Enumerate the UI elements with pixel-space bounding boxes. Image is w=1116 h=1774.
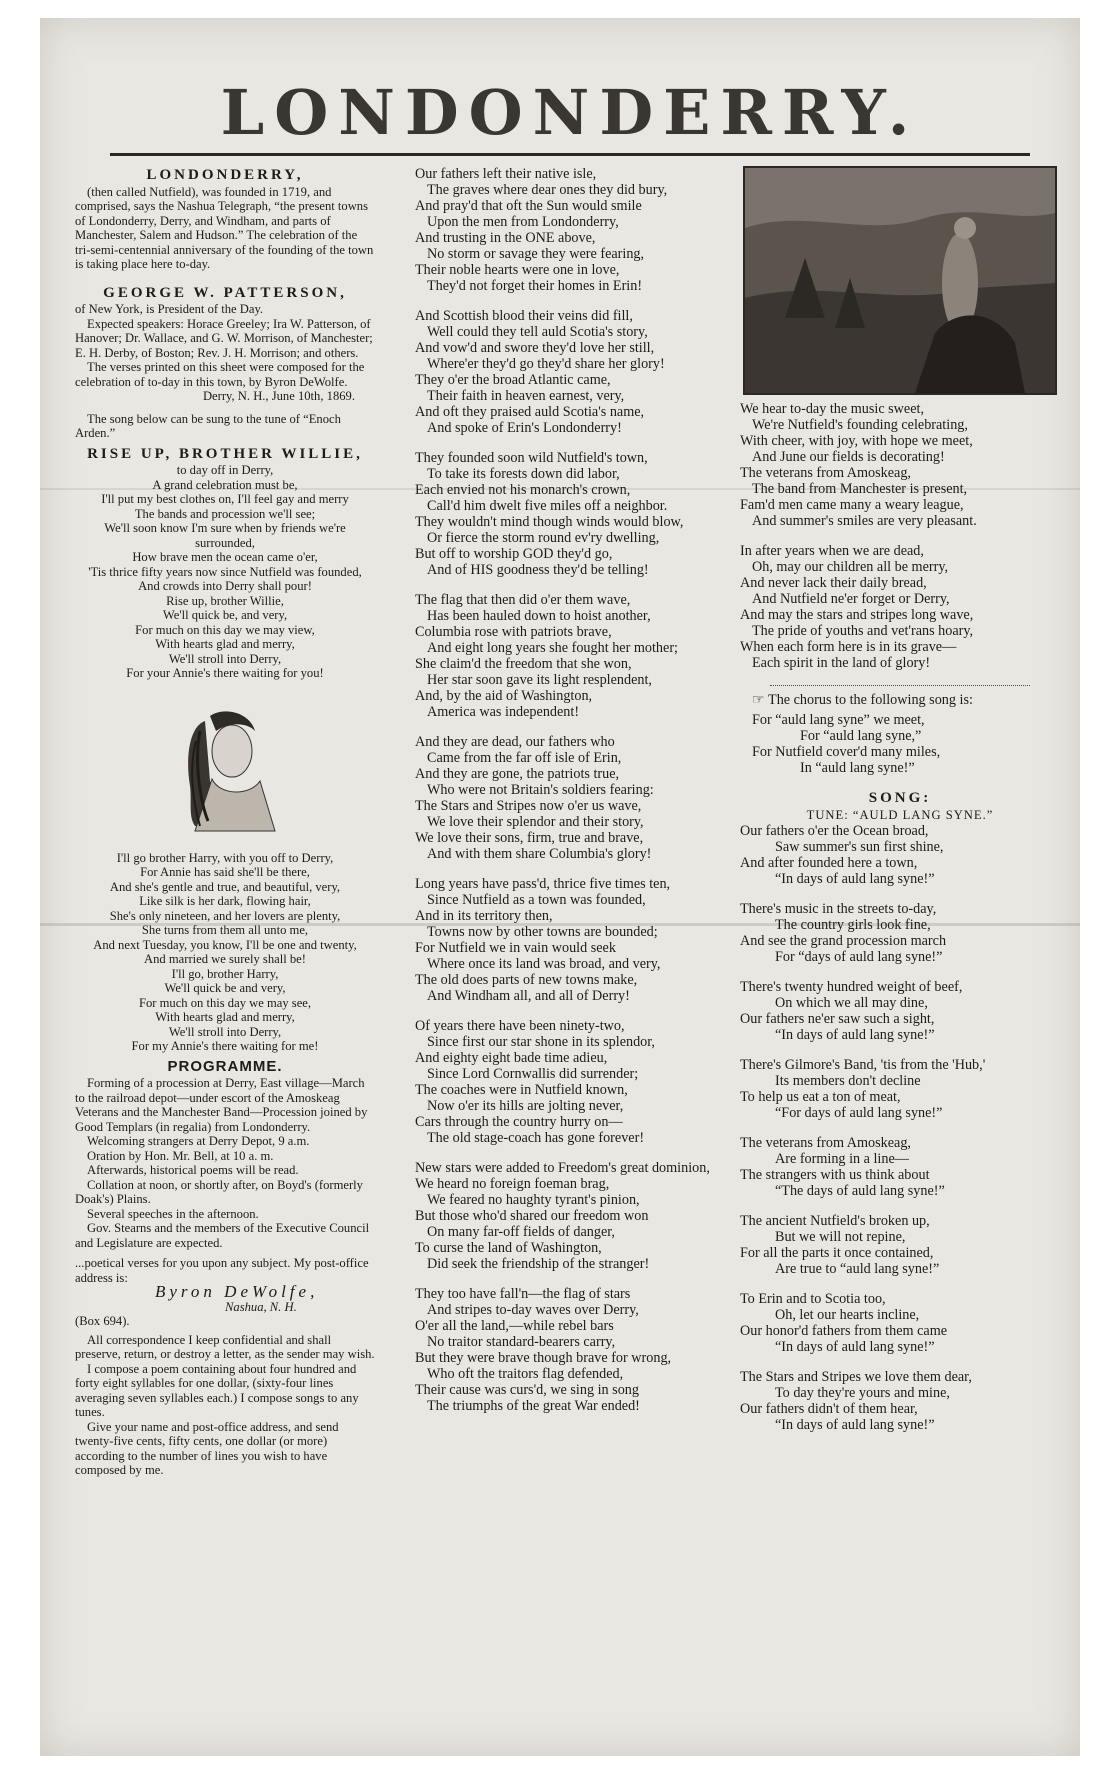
president-name: GEORGE W. PATTERSON,: [103, 284, 347, 301]
verse-line: The bands and procession we'll see;: [134, 506, 316, 521]
verse-line: I'll go brother Harry, with you off to Derry,: [116, 850, 334, 865]
programme-heading: PROGRAMME.: [167, 1057, 283, 1075]
verse-line: They'd not forget their homes in Erin!: [427, 278, 643, 294]
column-middle: [415, 166, 720, 1414]
verse-line: For “auld lang syne,”: [800, 728, 922, 744]
engraving-landscape: [743, 166, 1057, 395]
verse-line: No traitor standard-bearers carry,: [427, 1334, 616, 1350]
verse-line: The Stars and Stripes now o'er us wave,: [415, 798, 642, 814]
ad-paragraph: Give your name and post-office address, and send twenty-five cents, fifty cents, one dollar (or more) according to the number of lines you wish to have composed by me.: [75, 1419, 339, 1477]
programme-item: Afterwards, historical poems will be read.: [87, 1163, 299, 1177]
verse-line: In “auld lang syne!”: [800, 760, 915, 776]
verse-line: We'll quick be and very,: [164, 981, 286, 995]
verse-line: And they are gone, the patriots true,: [415, 766, 620, 782]
verse-line: Who were not Britain's soldiers fearing:: [427, 782, 654, 798]
verse-line: For all the parts it once contained,: [740, 1244, 934, 1261]
verse-line: Columbia rose with patriots brave,: [415, 624, 612, 640]
verse-line: For much on this day we may see,: [138, 995, 312, 1010]
verse-line: The pride of youths and vet'rans hoary,: [752, 623, 974, 639]
pointing-hand-icon: ☞: [752, 692, 765, 708]
verse-line: Towns now by other towns are bounded;: [427, 924, 658, 940]
verse-line: We'll stroll into Derry,: [168, 651, 282, 666]
verse-line: The Stars and Stripes we love them dear,: [740, 1368, 972, 1385]
verse-line: “In days of auld lang syne!”: [775, 1416, 935, 1433]
column-left: [75, 166, 375, 1478]
verse-line: And after founded here a town,: [740, 854, 918, 871]
verse-line: Their cause was curs'd, we sing in song: [415, 1382, 639, 1398]
verse-line: They founded soon wild Nutfield's town,: [415, 450, 648, 466]
verse-line: Did seek the friendship of the stranger!: [427, 1256, 650, 1272]
verse-line: To Erin and to Scotia too,: [740, 1290, 886, 1307]
verse-line: And crowds into Derry shall pour!: [138, 579, 312, 593]
verse-line: The flag that then did o'er them wave,: [415, 592, 631, 608]
programme-item: Gov. Stearns and the members of the Executive Council and Legislature are expected.: [75, 1221, 370, 1250]
verse-line: “In days of auld lang syne!”: [775, 870, 935, 887]
verse-line: “The days of auld lang syne!”: [775, 1182, 945, 1199]
verse-line: The strangers with us think about: [740, 1166, 930, 1183]
verse-line: On which we all may dine,: [775, 994, 928, 1011]
verse-line: To day they're yours and mine,: [775, 1384, 950, 1401]
verse-line: America was independent!: [427, 704, 580, 720]
programme-list: [75, 1076, 375, 1250]
song-stanza: [740, 979, 1060, 1043]
verse-line: In after years when we are dead,: [740, 543, 924, 559]
stanza: [415, 450, 720, 578]
verse-line: And stripes to-day waves over Derry,: [427, 1302, 639, 1318]
tune-label: TUNE: “AULD LANG SYNE.”: [806, 808, 994, 822]
stanza: [415, 166, 720, 294]
verse-line: And Nutfield ne'er forget or Derry,: [752, 591, 950, 607]
verse-line: Her star soon gave its light resplendent,: [427, 672, 652, 688]
programme-item: Collation at noon, or shortly after, on Boyd's (formerly Doak's) Plains.: [75, 1177, 363, 1206]
verse-line: And next Tuesday, you know, I'll be one and twenty,: [93, 937, 357, 952]
broadside-sheet: [40, 18, 1080, 1756]
verse-line: And June our fields is decorating!: [752, 449, 945, 465]
verse-line: And spoke of Erin's Londonderry!: [427, 420, 622, 436]
verse-line: And Scottish blood their veins did fill,: [415, 308, 633, 324]
signature-name: Byron DeWolfe,: [155, 1282, 319, 1301]
verse-line: Our fathers didn't of them hear,: [740, 1400, 918, 1417]
song-title: RISE UP, BROTHER WILLIE,: [87, 445, 363, 462]
verse-line: Each envied not his monarch's crown,: [415, 482, 631, 498]
verse-line: And eighty eight bade time adieu,: [415, 1050, 608, 1066]
verse-line: Saw summer's sun first shine,: [775, 838, 944, 855]
song-stanza: [740, 1135, 1060, 1199]
verse-line: Our fathers o'er the Ocean broad,: [740, 822, 929, 839]
verse-line: A grand celebration must be,: [152, 477, 298, 492]
intro-paragraph: (then called Nutfield), was founded in 1719, and comprised, says the Nashua Telegraph, “the present towns of Londonderry, Derry, and Windham, and parts of Manchester, Salem and Hudson.” The celebration of the tri-semi-centennial anniversary of the founding of the town is taking place here to-day.: [75, 184, 374, 271]
chorus-note: [740, 692, 1060, 708]
verse-line: Who oft the traitors flag defended,: [427, 1366, 624, 1382]
programme-item: Welcoming strangers at Derry Depot, 9 a.m.: [87, 1134, 310, 1148]
verse-line: We'll quick be, and very,: [162, 608, 288, 622]
verse-line: And vow'd and swore they'd love her still,: [415, 340, 655, 356]
verse-line: I'll put my best clothes on, I'll feel gay and merry: [101, 492, 349, 506]
verse-line: We love their splendor and their story,: [427, 814, 644, 830]
verse-line: Its members don't decline: [775, 1072, 921, 1089]
verse-line: Are true to “auld lang syne!”: [775, 1260, 940, 1277]
verse-line: And may the stars and stripes long wave,: [740, 607, 974, 623]
verse-line: There's Gilmore's Band, 'tis from the 'Hub,': [740, 1056, 986, 1073]
verse-line: The old stage-coach has gone forever!: [427, 1130, 645, 1146]
verse-line: For my Annie's there waiting for me!: [131, 1039, 319, 1053]
verse-line: I'll go, brother Harry,: [171, 966, 279, 981]
verse-line: Oh, may our children all be merry,: [752, 559, 949, 575]
verse-line: “For days of auld lang syne!”: [775, 1104, 943, 1121]
verse-line: They too have fall'n—the flag of stars: [415, 1286, 631, 1302]
verse-line: The coaches were in Nutfield known,: [415, 1082, 628, 1098]
verse-line: Our fathers left their native isle,: [415, 166, 597, 182]
verse-line: We feared no haughty tyrant's pinion,: [427, 1192, 640, 1208]
verse-line: But those who'd shared our freedom won: [415, 1208, 649, 1224]
dateline: Derry, N. H., June 10th, 1869.: [202, 389, 355, 403]
column-right: [740, 166, 1060, 1433]
verse-line: To curse the land of Washington,: [415, 1240, 602, 1256]
verse-line: And she's gentle and true, and beautiful, very,: [109, 879, 341, 894]
stanza: [415, 734, 720, 862]
verse-line: Long years have pass'd, thrice five times ten,: [415, 876, 671, 892]
verse-line: We heard no foreign foeman brag,: [415, 1176, 610, 1192]
verse-line: The band from Manchester is present,: [752, 481, 968, 497]
verse-line: Call'd him dwelt five miles off a neighbor.: [427, 498, 668, 514]
verse-line: The old does parts of new towns make,: [415, 972, 638, 988]
verse-line: And, by the aid of Washington,: [415, 688, 593, 704]
verse-line: For “days of auld lang syne!”: [775, 948, 943, 965]
ad-paragraph: I compose a poem containing about four hundred and forty eight syllables for one dollar, (sixty-four lines averaging seven syllables each.) I compose songs to any tunes.: [75, 1361, 359, 1419]
verse-line: And eight long years she fought her mother;: [427, 640, 678, 656]
engraving-girl-portrait: [150, 701, 300, 841]
song-stanza: [740, 1369, 1060, 1433]
verse-line: But off to worship GOD they'd go,: [415, 546, 613, 562]
poetical-note: ...poetical verses for you upon any subject. My post-office address is:: [75, 1256, 369, 1285]
verse-line: And with them share Columbia's glory!: [427, 846, 652, 862]
song-stanza: [740, 1213, 1060, 1277]
verse-line: The graves where dear ones they did bury,: [427, 182, 668, 198]
verse-line: When each form here is in its grave—: [740, 639, 957, 655]
verse-line: We're Nutfield's founding celebrating,: [752, 417, 968, 433]
verse-line: “In days of auld lang syne!”: [775, 1026, 935, 1043]
verse-line: With hearts glad and merry,: [155, 1010, 295, 1024]
programme-item: Forming of a procession at Derry, East village—March to the railroad depot—under escort of the Amoskeag Veterans and the Manchester Band—Procession joined by Good Templars (in regalia) from Londonderry.: [75, 1076, 368, 1134]
verse-line: For much on this day we may view,: [135, 622, 315, 637]
verse-line: Since Lord Cornwallis did surrender;: [427, 1066, 639, 1082]
verse-line: Since Nutfield as a town was founded,: [427, 892, 646, 908]
verse-line: For your Annie's there waiting for you!: [126, 666, 324, 680]
verse-line: She turns from them all unto me,: [141, 923, 309, 937]
verse-line: To help us eat a ton of meat,: [740, 1088, 901, 1105]
verse-line: How brave men the ocean came o'er,: [132, 550, 318, 564]
verse-line: And trusting in the ONE above,: [415, 230, 596, 246]
verse-line: Well could they tell auld Scotia's story,: [427, 324, 648, 340]
verse-line: Fam'd men came many a weary league,: [740, 497, 964, 513]
verse-line: We love their sons, firm, true and brave,: [415, 830, 644, 846]
verse-line: But they were brave though brave for wrong,: [415, 1350, 672, 1366]
verse-line: On many far-off fields of danger,: [427, 1224, 615, 1240]
song-verse-willie: [75, 463, 375, 681]
verse-line: And married we surely shall be!: [144, 952, 306, 966]
verse-line: Of years there have been ninety-two,: [415, 1018, 625, 1034]
verse-line: 'Tis thrice fifty years now since Nutfield was founded,: [88, 564, 362, 579]
stanza: [740, 543, 1060, 671]
tune-note: The song below can be sung to the tune of “Enoch Arden.”: [75, 411, 341, 440]
verse-line: For Annie has said she'll be there,: [140, 865, 310, 879]
verse-line: Where'er they'd go they'd share her glory!: [427, 356, 665, 372]
verse-line: And Windham all, and all of Derry!: [427, 988, 630, 1004]
verse-line: Came from the far off isle of Erin,: [427, 750, 622, 766]
programme-item: Oration by Hon. Mr. Bell, at 10 a. m.: [87, 1148, 274, 1163]
verse-line: Cars through the country hurry on—: [415, 1114, 623, 1130]
dotted-divider: [770, 685, 1030, 686]
verse-line: Each spirit in the land of glory!: [752, 655, 931, 671]
verse-line: Are forming in a line—: [775, 1150, 909, 1167]
verse-line: And of HIS goodness they'd be telling!: [427, 562, 649, 578]
verse-line: Upon the men from Londonderry,: [427, 214, 619, 230]
box-number: (Box 694).: [75, 1314, 130, 1328]
verse-line: Where once its land was broad, and very,: [427, 956, 661, 972]
programme-item: Several speeches in the afternoon.: [87, 1206, 259, 1221]
verse-line: Their noble hearts were one in love,: [415, 262, 620, 278]
verse-line: With hearts glad and merry,: [155, 637, 295, 651]
verse-line: And they are dead, our fathers who: [415, 734, 615, 750]
page-title: LONDONDERRY.: [110, 73, 1030, 156]
verse-line: We hear to-day the music sweet,: [740, 401, 925, 417]
verse-line: They wouldn't mind though winds would blow,: [415, 514, 684, 530]
verse-line: And oft they praised auld Scotia's name,: [415, 404, 645, 420]
verse-line: Now o'er its hills are jolting never,: [427, 1098, 624, 1114]
song-title: SONG:: [868, 790, 932, 806]
verse-line: We'll soon know I'm sure when by friends we're surrounded,: [104, 521, 346, 550]
verse-line: Our honor'd fathers from them came: [740, 1322, 948, 1339]
verse-line: New stars were added to Freedom's great dominion,: [415, 1160, 710, 1176]
verse-line: And in its territory then,: [415, 908, 553, 924]
verse-line: But we will not repine,: [775, 1228, 906, 1245]
verse-line: And summer's smiles are very pleasant.: [752, 513, 977, 529]
verse-line: Their faith in heaven earnest, very,: [427, 388, 625, 404]
verse-line: Our fathers ne'er saw such a sight,: [740, 1010, 935, 1027]
verse-line: And see the grand procession march: [740, 932, 947, 949]
chorus-note-text: The chorus to the following song is:: [768, 692, 973, 708]
chorus: [740, 712, 1060, 776]
verse-line: For “auld lang syne” we meet,: [752, 712, 925, 728]
verses-note: The verses printed on this sheet were composed for the celebration of to-day in this town, by Byron DeWolfe.: [75, 360, 365, 389]
verse-line: The veterans from Amoskeag,: [740, 1134, 911, 1151]
verse-line: For Nutfield we in vain would seek: [415, 940, 616, 956]
verse-line: No storm or savage they were fearing,: [427, 246, 645, 262]
verse-line: We'll stroll into Derry,: [168, 1024, 282, 1039]
stanza: [415, 1160, 720, 1272]
verse-line: For Nutfield cover'd many miles,: [752, 744, 941, 760]
stanza: [415, 876, 720, 1004]
stanza: [415, 592, 720, 720]
verse-line: The triumphs of the great War ended!: [427, 1398, 640, 1414]
verse-line: She's only nineteen, and her lovers are plenty,: [109, 908, 341, 923]
verse-line: There's twenty hundred weight of beef,: [740, 978, 963, 995]
section-heading: LONDONDERRY,: [146, 167, 304, 183]
verse-line: The veterans from Amoskeag,: [740, 465, 911, 481]
verse-line: to day off in Derry,: [176, 463, 274, 477]
verse-line: She claim'd the freedom that she won,: [415, 656, 632, 672]
verse-line: Since first our star shone in its splendor,: [427, 1034, 655, 1050]
president-line: of New York, is President of the Day.: [75, 302, 264, 316]
stanza: [740, 401, 1060, 529]
verse-line: O'er all the land,—while rebel bars: [415, 1318, 614, 1334]
verse-line: With cheer, with joy, with hope we meet,: [740, 433, 973, 449]
song-stanza: [740, 1057, 1060, 1121]
verse-line: Or fierce the storm round ev'ry dwelling,: [427, 530, 660, 546]
verse-line: To take its forests down did labor,: [427, 466, 620, 482]
verse-line: Oh, let our hearts incline,: [775, 1306, 920, 1323]
verse-line: Rise up, brother Willie,: [166, 593, 284, 608]
verse-line: They o'er the broad Atlantic came,: [415, 372, 611, 388]
song-stanza: [740, 823, 1060, 887]
verse-line: Like silk is her dark, flowing hair,: [139, 894, 311, 908]
signature-place: Nashua, N. H.: [225, 1299, 297, 1314]
verse-line: The ancient Nutfield's broken up,: [740, 1212, 930, 1229]
verse-line: “In days of auld lang syne!”: [775, 1338, 935, 1355]
verse-line: Has been hauled down to hoist another,: [427, 608, 651, 624]
song-verse-harry: [75, 851, 375, 1054]
verse-line: And never lack their daily bread,: [740, 575, 927, 591]
speakers-paragraph: Expected speakers: Horace Greeley; Ira W. Patterson, of Hanover; Dr. Wallace, and G. W. Morrison, of Manchester; E. H. Derby, of Boston; Rev. J. H. Morrison; and others.: [75, 316, 373, 360]
verse-line: There's music in the streets to-day,: [740, 900, 937, 917]
stanza: [415, 1286, 720, 1414]
stanza: [415, 1018, 720, 1146]
ad-paragraph: All correspondence I keep confidential and shall preserve, return, or destroy a letter, as the sender may wish.: [75, 1332, 375, 1361]
song-stanza: [740, 901, 1060, 965]
song-stanza: [740, 1291, 1060, 1355]
verse-line: And pray'd that oft the Sun would smile: [415, 198, 642, 214]
stanza: [415, 308, 720, 436]
verse-line: The country girls look fine,: [775, 916, 931, 933]
